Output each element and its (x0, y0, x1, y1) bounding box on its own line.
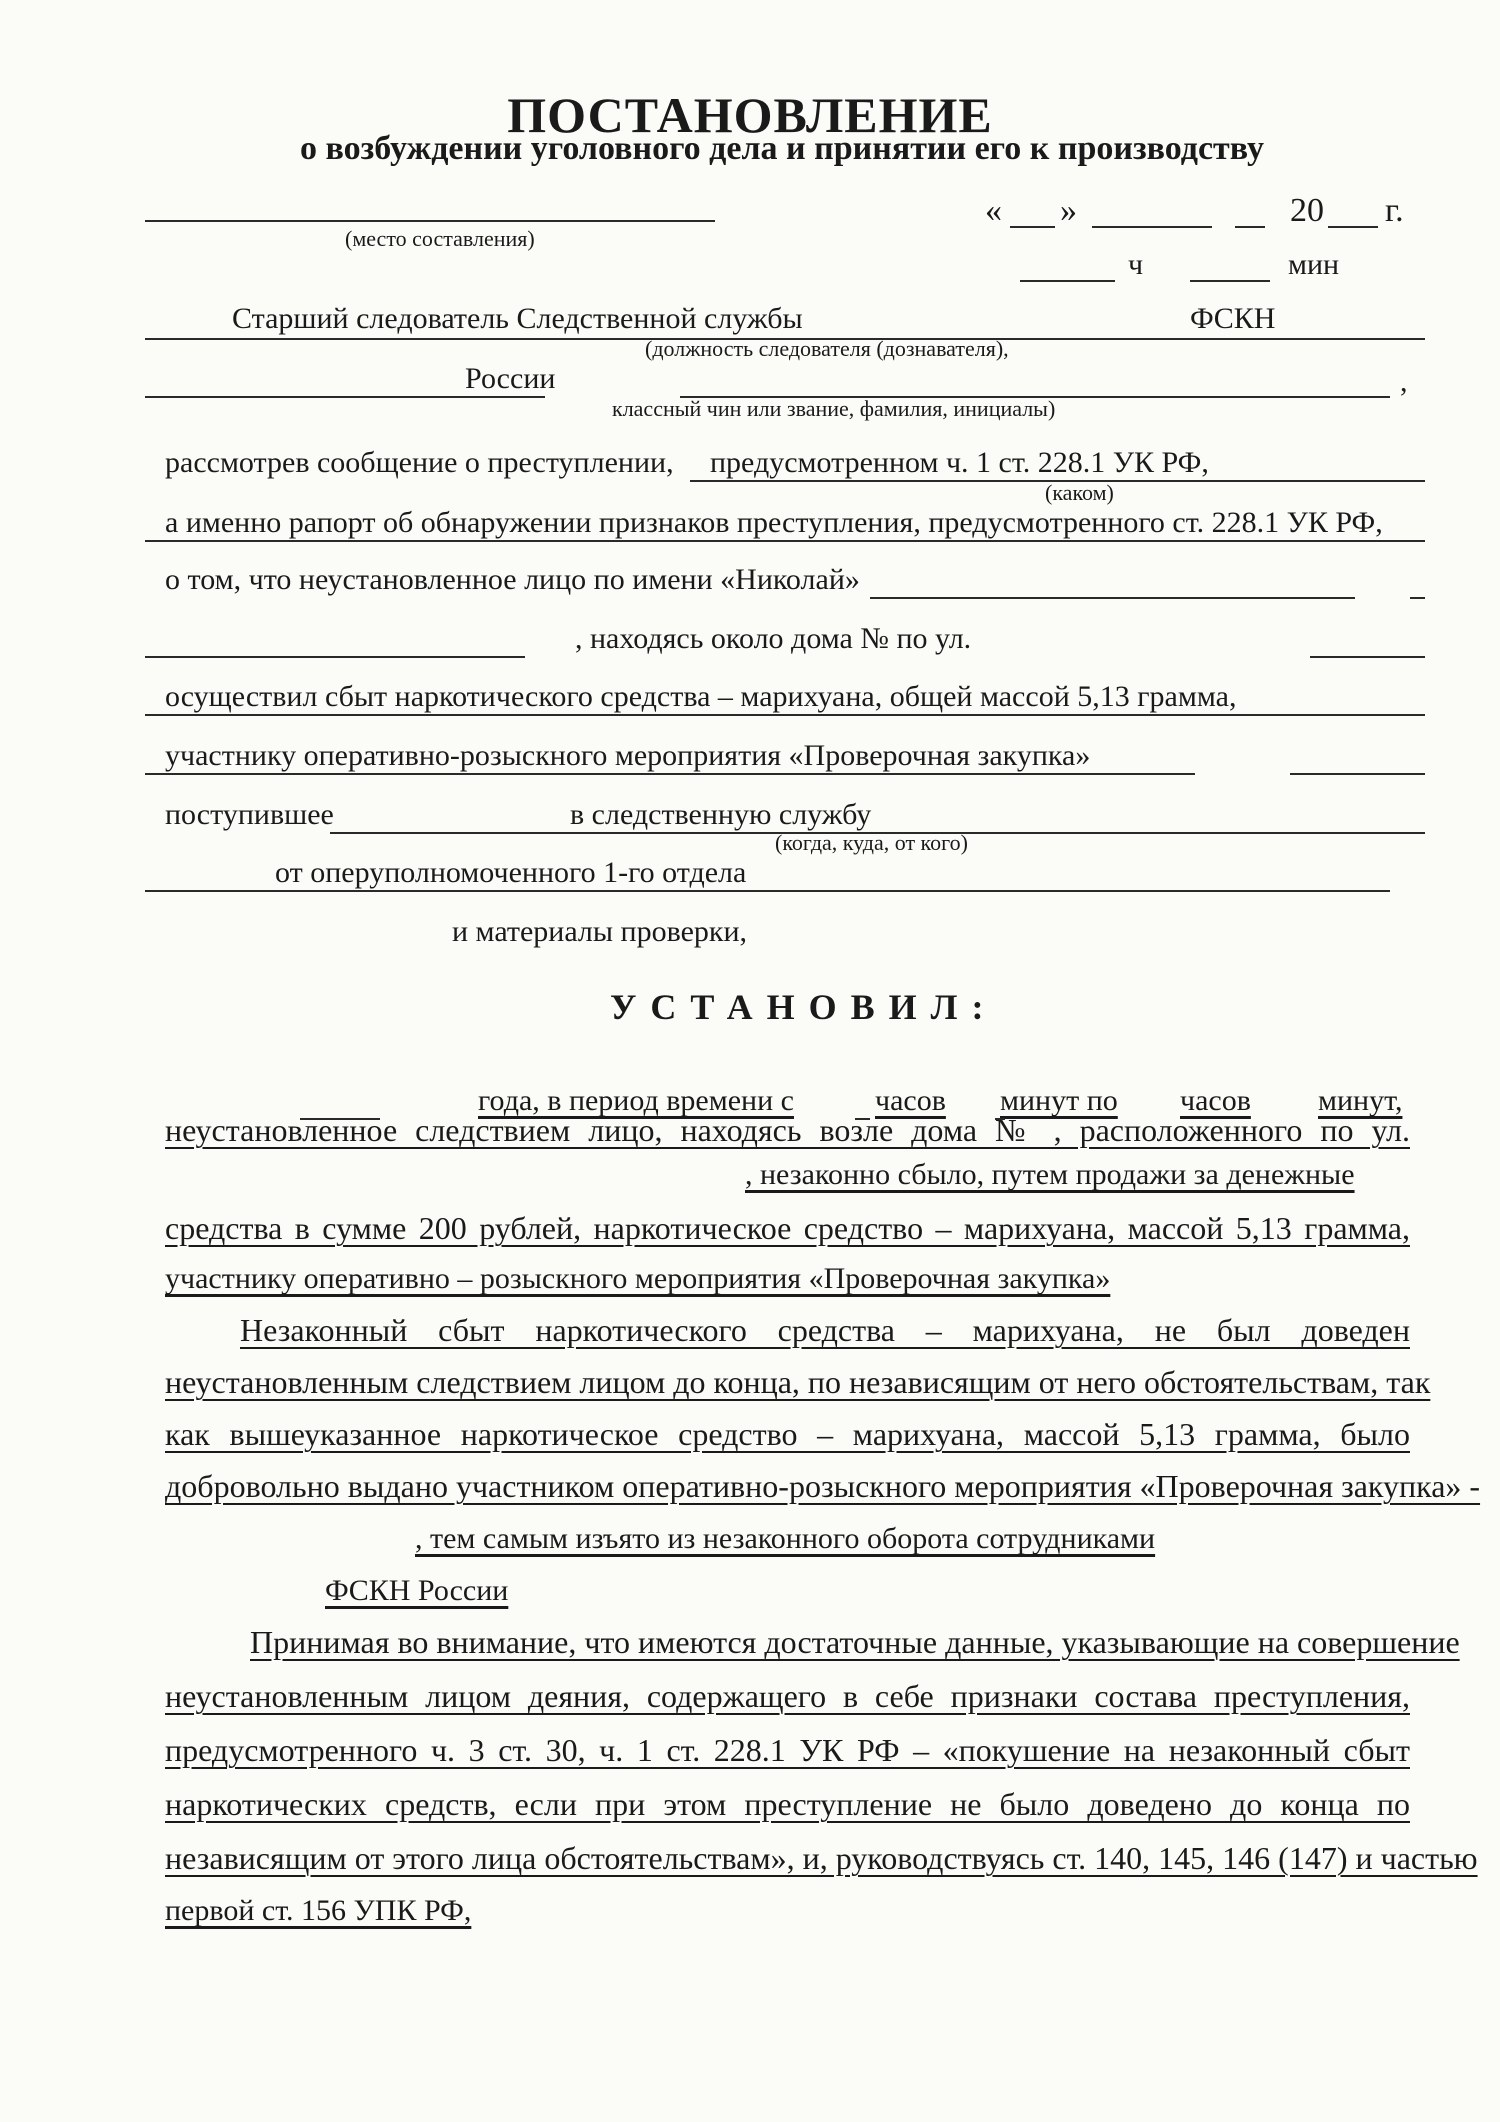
body-p1-l1-a: года, в период времени с (478, 1084, 794, 1117)
name-comma: , (1400, 365, 1408, 398)
month-blank-2 (1235, 226, 1265, 228)
minutes-label: мин (1288, 248, 1340, 281)
officer-agency: ФСКН (1190, 302, 1276, 335)
report-line-1: а именно рапорт об обнаружении признаков преступления, предусмотренного ст. 228.1 УК РФ, (165, 506, 1383, 539)
month-blank (1092, 226, 1212, 228)
year-prefix: 20 (1290, 192, 1324, 229)
name-caption: классный чин или звание, фамилия, инициалы) (612, 396, 1056, 421)
considered-caption: (каком) (1045, 480, 1114, 505)
body-p3-l5-text: независящим от этого лица обстоятельствам», и, руководствуясь ст. 140, 145, 146 (147) и частью (165, 1840, 1478, 1876)
body-p2-l6: ФСКН России (325, 1574, 509, 1607)
report-line-3: , находясь около дома № по ул. (575, 622, 972, 655)
body-p3-l2-text: неустановленным лицом деяния, содержащего в себе признаки состава преступления, (165, 1678, 1410, 1714)
hours-label: ч (1128, 248, 1144, 281)
considered-value: предусмотренном ч. 1 ст. 228.1 УК РФ, (710, 446, 1209, 479)
report-line-2-rule (870, 597, 1355, 599)
officer-country: России (465, 362, 556, 395)
body-p1-l2-text: неустановленное следствием лицо, находясь возле дома № , расположенного по ул. (165, 1112, 1410, 1148)
document-title: ПОСТАНОВЛЕНИЕ (507, 87, 993, 143)
minutes-blank (1190, 280, 1270, 282)
body-p2-l1-text: Незаконный сбыт наркотического средства – марихуана, не был доведен (240, 1312, 1410, 1348)
report-line-5-rule-b (1290, 773, 1425, 775)
received-from: от оперуполномоченного 1-го отдела (275, 856, 747, 889)
place-caption: (место составления) (345, 226, 535, 251)
body-p1-l1-e: минут, (1318, 1084, 1403, 1117)
body-p2-l4-text: добровольно выдано участником оперативно-розыскного мероприятия «Проверочная закупка» - (165, 1468, 1481, 1504)
year-suffix: г. (1385, 192, 1404, 229)
report-line-4: осуществил сбыт наркотического средства – марихуана, общей массой 5,13 грамма, (165, 680, 1237, 713)
body-p1-l5: участнику оперативно – розыскного мероприятия «Проверочная закупка» (165, 1262, 1111, 1295)
date-close-quote: » (1060, 192, 1077, 229)
received-from-line (145, 890, 1390, 892)
report-line-4-rule (145, 714, 1425, 716)
year-blank (1328, 226, 1378, 228)
body-p3-l4 (165, 1786, 1410, 1823)
body-p2-l2 (165, 1364, 1431, 1401)
report-line-1-rule (145, 540, 1425, 542)
body-p2-l5: , тем самым изъято из незаконного оборота сотрудниками (415, 1522, 1156, 1555)
body-p3-l3 (165, 1732, 1410, 1769)
body-p2-l4 (165, 1468, 1481, 1505)
country-line (145, 396, 545, 398)
report-line-3-rule-a (145, 656, 525, 658)
report-line-5: участнику оперативно-розыскного мероприятия «Проверочная закупка» (165, 739, 1091, 772)
place-blank (145, 220, 715, 222)
position-caption: (должность следователя (дознавателя), (645, 336, 1009, 361)
body-p1-l2 (165, 1112, 1410, 1149)
section-heading: УСТАНОВИЛ: (610, 987, 998, 1027)
body-p3-l5 (165, 1840, 1478, 1877)
body-p3-l6: первой ст. 156 УПК РФ, (165, 1894, 472, 1927)
body-p2-l2-text: неустановленным следствием лицом до конца, по независящим от него обстоятельствам, так (165, 1364, 1431, 1400)
body-p1-l1-d: часов (1180, 1084, 1251, 1117)
hours-blank (1020, 280, 1115, 282)
body-p3-l2 (165, 1678, 1410, 1715)
received-caption: (когда, куда, от кого) (775, 830, 968, 855)
body-p1-l1-b: часов (875, 1084, 946, 1117)
body-p3-l4-text: наркотических средств, если при этом преступление не было доведено до конца по (165, 1786, 1410, 1822)
body-p3-l1-text: Принимая во внимание, что имеются достаточные данные, указывающие на совершение (250, 1624, 1460, 1660)
body-p1-l1-c: минут по (1000, 1084, 1118, 1117)
body-p1-l4 (165, 1210, 1410, 1247)
body-p2-l1 (240, 1312, 1410, 1349)
body-p2-l3 (165, 1416, 1410, 1453)
report-line-3-rule-b (1310, 656, 1425, 658)
officer-position: Старший следователь Следственной службы (232, 302, 803, 335)
received-label: поступившее (165, 798, 334, 831)
report-line-5-rule (145, 773, 1195, 775)
body-p3-l3-text: предусмотренного ч. 3 ст. 30, ч. 1 ст. 228.1 УК РФ – «покушение на незаконный сбыт (165, 1732, 1410, 1768)
document-subtitle: о возбуждении уголовного дела и принятии его к производству (300, 130, 1264, 167)
day-blank (1010, 226, 1055, 228)
body-p1-l4-text: средства в сумме 200 рублей, наркотическое средство – марихуана, массой 5,13 грамма, (165, 1210, 1410, 1246)
received-value: в следственную службу (570, 798, 872, 831)
date-open-quote: « (985, 192, 1002, 229)
body-p3-l1 (250, 1624, 1460, 1661)
body-p1-l3: , незаконно сбыло, путем продажи за денежные (745, 1158, 1355, 1191)
report-line-2-rule-b (1410, 597, 1425, 599)
report-line-2: о том, что неустановленное лицо по имени «Николай» (165, 563, 860, 596)
body-p2-l3-text: как вышеуказанное наркотическое средство – марихуана, массой 5,13 грамма, было (165, 1416, 1410, 1452)
received-materials: и материалы проверки, (452, 915, 748, 948)
considered-label: рассмотрев сообщение о преступлении, (165, 446, 674, 479)
